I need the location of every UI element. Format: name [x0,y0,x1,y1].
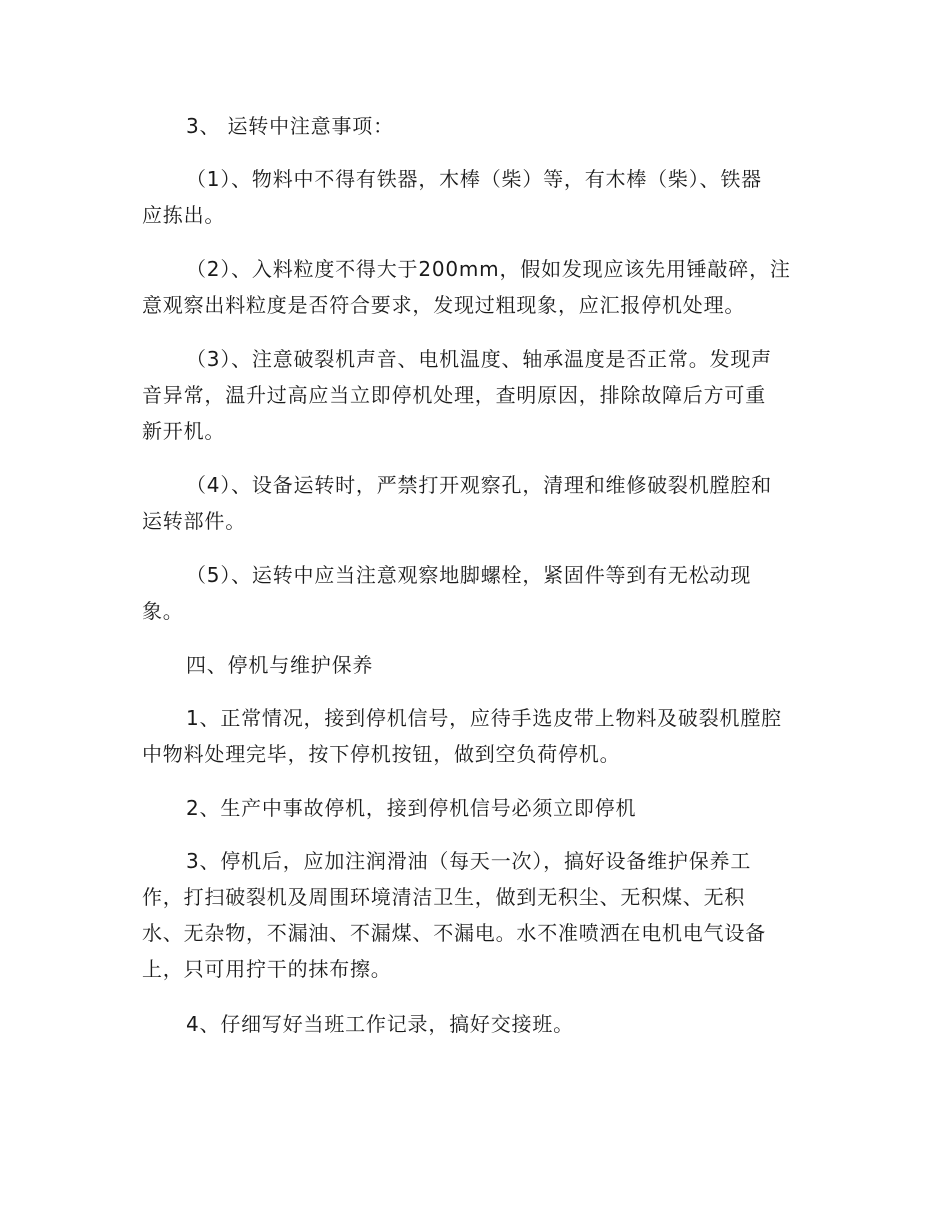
paragraph-shutdown-3 [142,843,822,987]
text-line: 3、停机后，应加注润滑油（每天一次），搞好设备维护保养工 [186,849,752,873]
text-line: 应拣出。 [142,203,226,227]
text-line: （3）、注意破裂机声音、电机温度、轴承温度是否正常。发现声 [186,347,772,371]
text-line: 中物料处理完毕，按下停机按钮，做到空负荷停机。 [142,742,621,766]
text-line: 2、生产中事故停机，接到停机信号必须立即停机 [186,796,637,820]
paragraph-shutdown-2 [142,790,822,826]
text-line: （4）、设备运转时，严禁打开观察孔，清理和维修破裂机膛腔和 [186,473,772,497]
text-line: 音异常，温升过高应当立即停机处理，查明原因，排除故障后方可重 [142,383,766,407]
text-line: 作，打扫破裂机及周围环境清洁卫生，做到无积尘、无积煤、无积 [142,885,746,909]
text-line: （1）、物料中不得有铁器，木棒（柴）等，有木棒（柴）、铁器 [186,167,762,191]
paragraph-item-5 [142,557,822,629]
section-heading-precautions [142,108,822,144]
text-line: 新开机。 [142,419,226,443]
text-line: 运转部件。 [142,509,246,533]
text-line: 意观察出料粒度是否符合要求，发现过粗现象，应汇报停机处理。 [142,293,746,317]
text-line: 3、 运转中注意事项： [186,114,394,138]
text-line: 1、正常情况，接到停机信号，应待手选皮带上物料及破裂机膛腔 [186,706,782,730]
paragraph-item-4 [142,467,822,539]
text-line: 4、仔细写好当班工作记录，搞好交接班。 [186,1012,574,1036]
paragraph-shutdown-4 [142,1006,822,1042]
section-heading-shutdown [142,647,822,683]
paragraph-item-1 [142,161,822,233]
paragraph-item-2 [142,251,822,323]
text-line: 象。 [142,599,184,623]
paragraph-shutdown-1 [142,700,822,772]
text-line: （5）、运转中应当注意观察地脚螺栓，紧固件等到有无松动现 [186,563,752,587]
text-line: （2）、入料粒度不得大于200mm，假如发现应该先用锤敲碎，注 [186,257,791,281]
paragraph-item-3 [142,341,822,449]
text-line: 水、无杂物，不漏油、不漏煤、不漏电。水不准喷洒在电机电气设备 [142,921,766,945]
text-line: 上，只可用拧干的抹布擦。 [142,957,392,981]
text-line: 四、停机与维护保养 [186,653,374,677]
